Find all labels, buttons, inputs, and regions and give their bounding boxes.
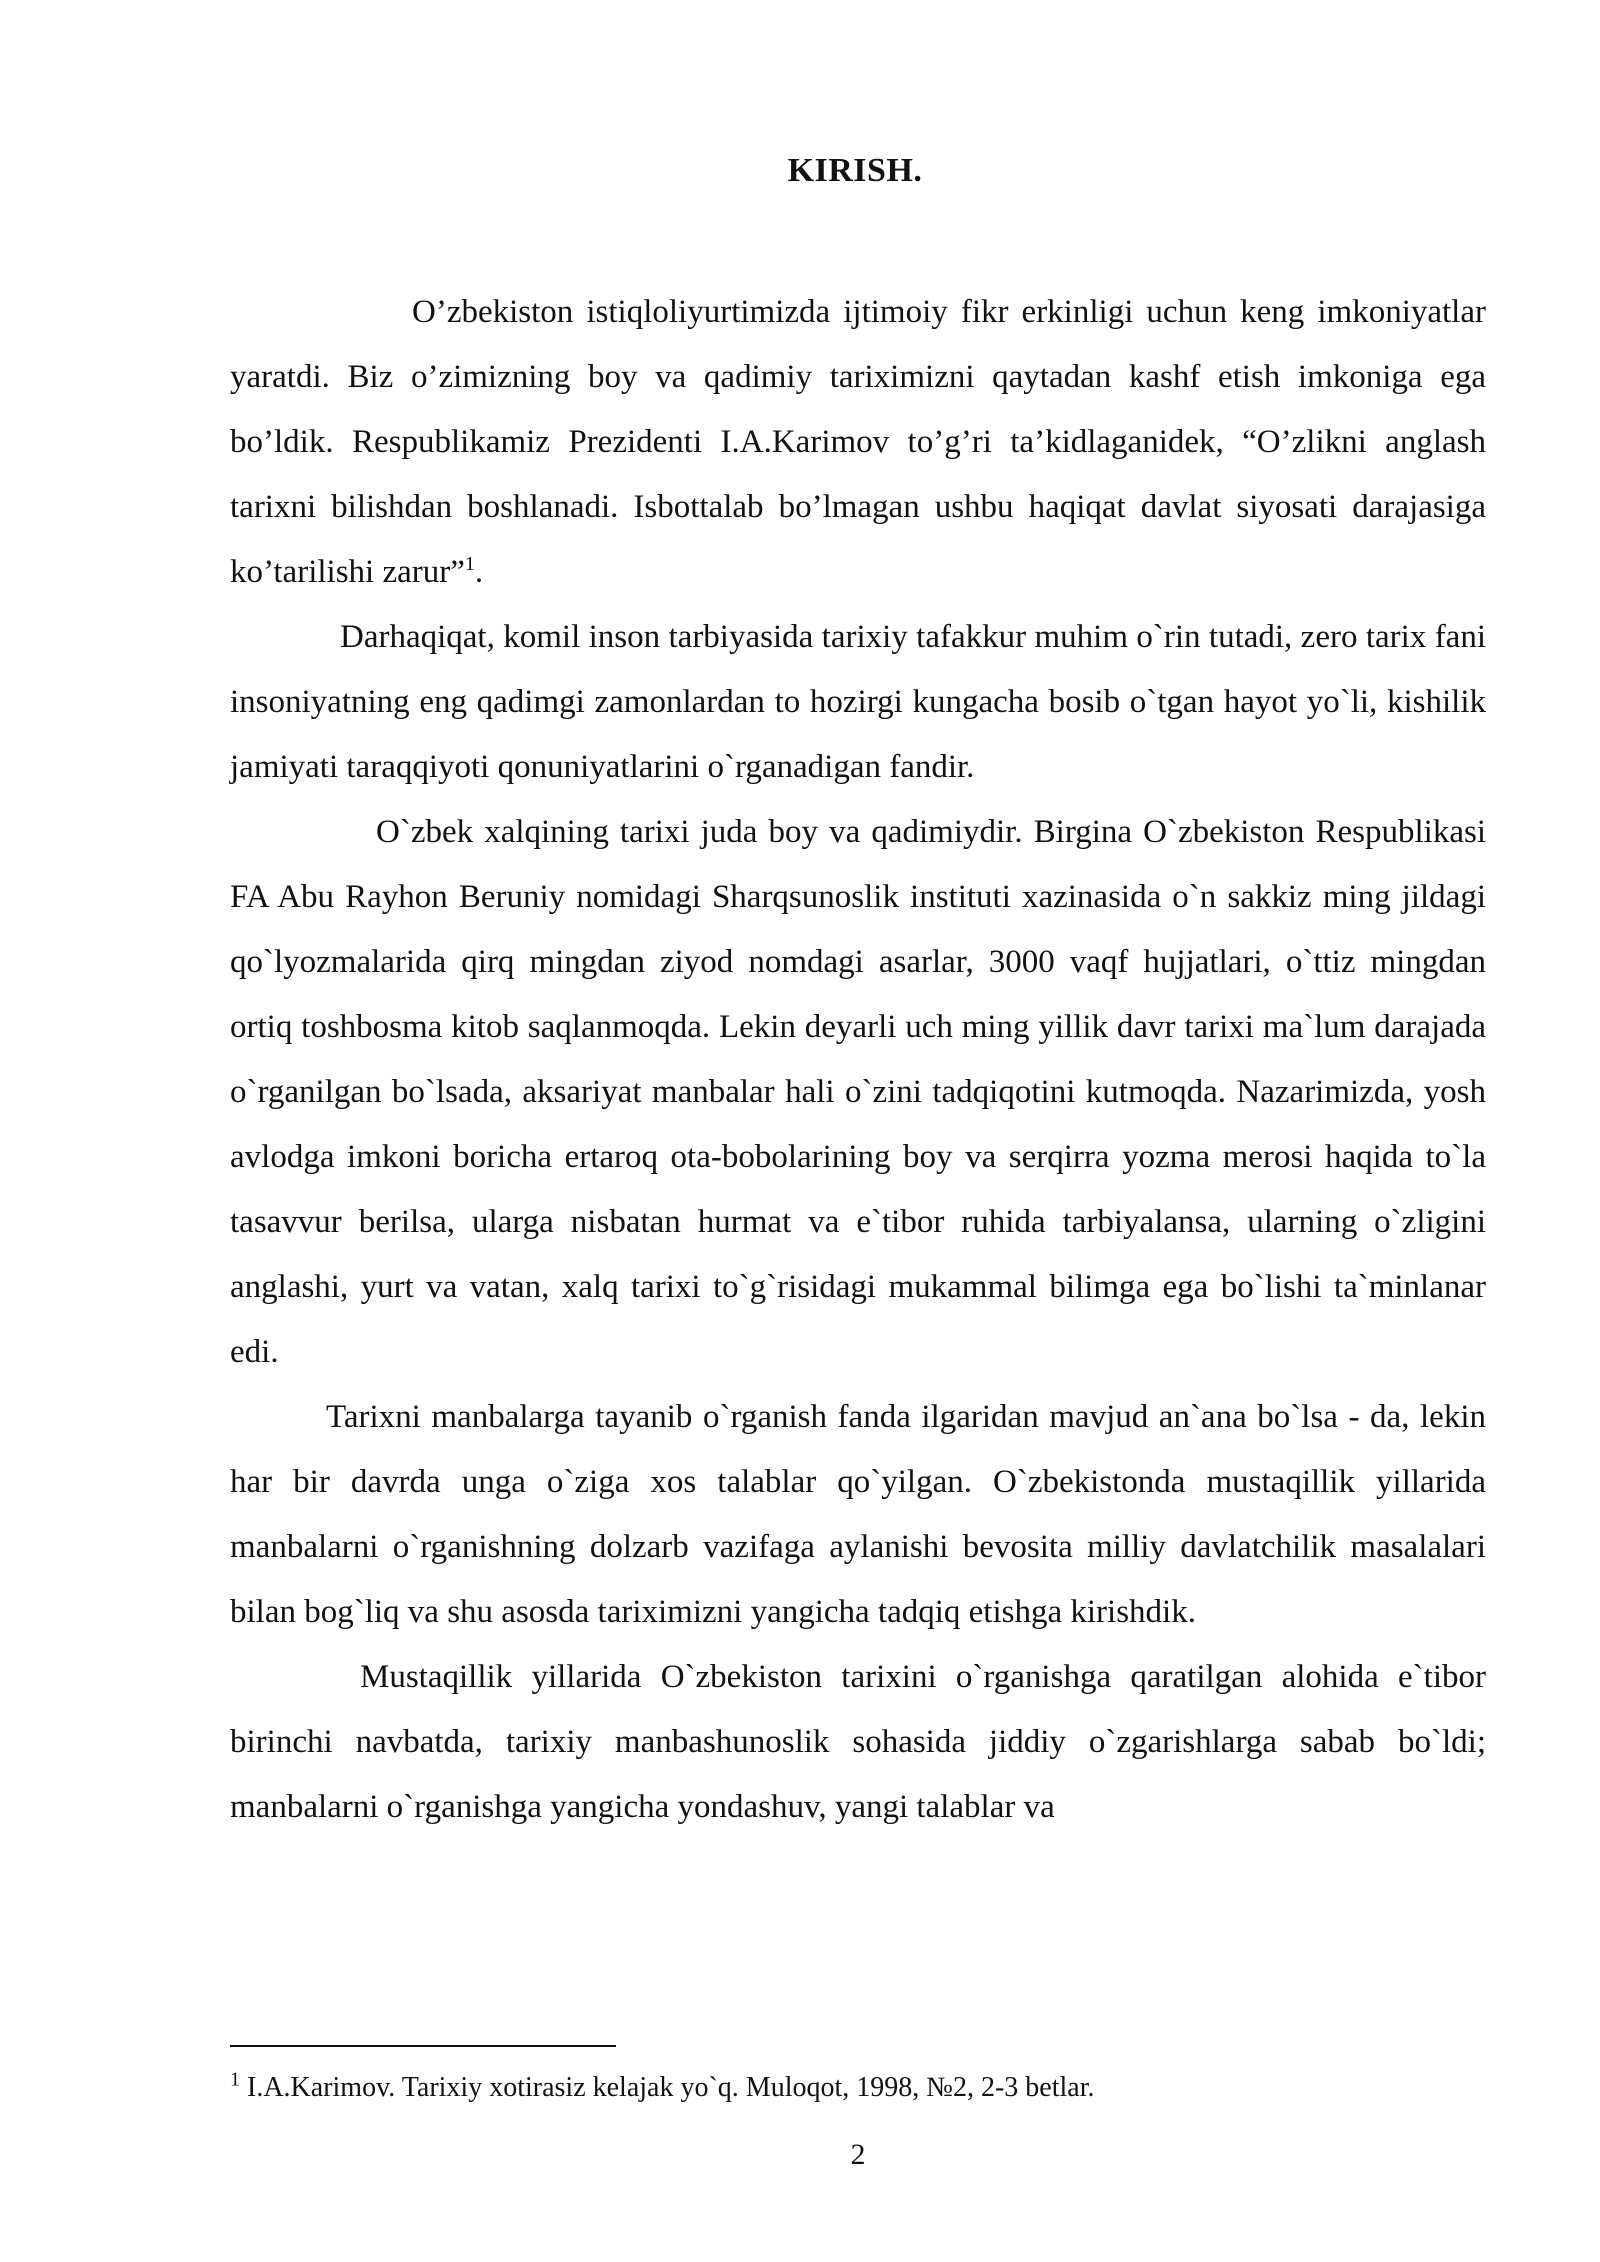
page-number: 2	[850, 2138, 866, 2171]
paragraph-2: Darhaqiqat, komil inson tarbiyasida tarixiy tafakkur muhim o`rin tutadi, zero tarix fani insoniyatning eng qadimgi zamonlardan to hozirgi kungacha bosib o`tgan hayot yo`li, kishilik jamiyati taraqqiyoti qonuniyatlarini o`rganadigan fandir.	[230, 619, 1486, 785]
paragraph-1-tail: .	[474, 554, 484, 590]
paragraph-4: Tarixni manbalarga tayanib o`rganish fanda ilgaridan mavjud an`ana bo`lsa - da, lekin har bir davrda unga o`ziga xos talablar qo`yilgan. O`zbekistonda mustaqillik yillarida manbalarni o`rganishning dolzarb vazifaga aylanishi bevosita milliy davlatchilik masalalari bilan bog`liq va shu asosda tariximizni yangicha tadqiq etishga kirishdik.	[230, 1399, 1486, 1630]
body-text	[230, 280, 1486, 1840]
footnote-reference[interactable]: 1	[464, 553, 475, 575]
paragraph-3: O`zbek xalqining tarixi juda boy va qadimiydir. Birgina O`zbekiston Respublikasi FA Abu Rayhon Beruniy nomidagi Sharqsunoslik instituti xazinasida o`n sakkiz ming jildagi qo`lyozmalarida qirq mingdan ziyod nomdagi asarlar, 3000 vaqf hujjatlari, o`ttiz mingdan ortiq toshbosma kitob saqlanmoqda. Lekin deyarli uch ming yillik davr tarixi ma`lum darajada o`rganilgan bo`lsada, aksariyat manbalar hali o`zini tadqiqotini kutmoqda. Nazarimizda, yosh avlodga imkoni boricha ertaroq ota-bobolarining boy va serqirra yozma merosi haqida to`la tasavvur berilsa, ularga nisbatan hurmat va e`tibor ruhida tarbiyalansa, ularning o`zligini anglashi, yurt va vatan, xalq tarixi to`g`risidagi mukammal bilimga ega bo`lishi ta`minlanar edi.	[230, 814, 1486, 1370]
footnote-number: 1	[230, 2068, 240, 2091]
paragraph-1-text: O’zbekiston istiqloliyurtimizda ijtimoiy fikr erkinligi uchun keng imkoniyatlar yaratdi. Biz o’zimizning boy va qadimiy tariximizni qaytadan kashf etish imkoniga ega bo’ldik. Respublikamiz Prezidenti I.A.Karimov to’g’ri ta’kidlaganidek, “O’zlikni anglash tarixni bilishdan boshlanadi. Isbottalab bo’lmagan ushbu haqiqat davlat siyosati darajasiga ko’tarilishi zarur”	[230, 294, 1486, 590]
footnote-text: I.A.Karimov. Tarixiy xotirasiz kelajak yo`q. Muloqot, 1998, №2, 2-3 betlar.	[240, 2072, 1095, 2103]
paragraph-5: Mustaqillik yillarida O`zbekiston tarixini o`rganishga qaratilgan alohida e`tibor birinchi navbatda, tarixiy manbashunoslik sohasida jiddiy o`zgarishlarga sabab bo`ldi; manbalarni o`rganishga yangicha yondashuv, yangi talablar va	[230, 1659, 1486, 1825]
page-title: KIRISH.	[787, 152, 923, 189]
footnote	[230, 2068, 1486, 2108]
paragraph-1	[230, 280, 1486, 605]
footnote-separator	[230, 2045, 616, 2047]
